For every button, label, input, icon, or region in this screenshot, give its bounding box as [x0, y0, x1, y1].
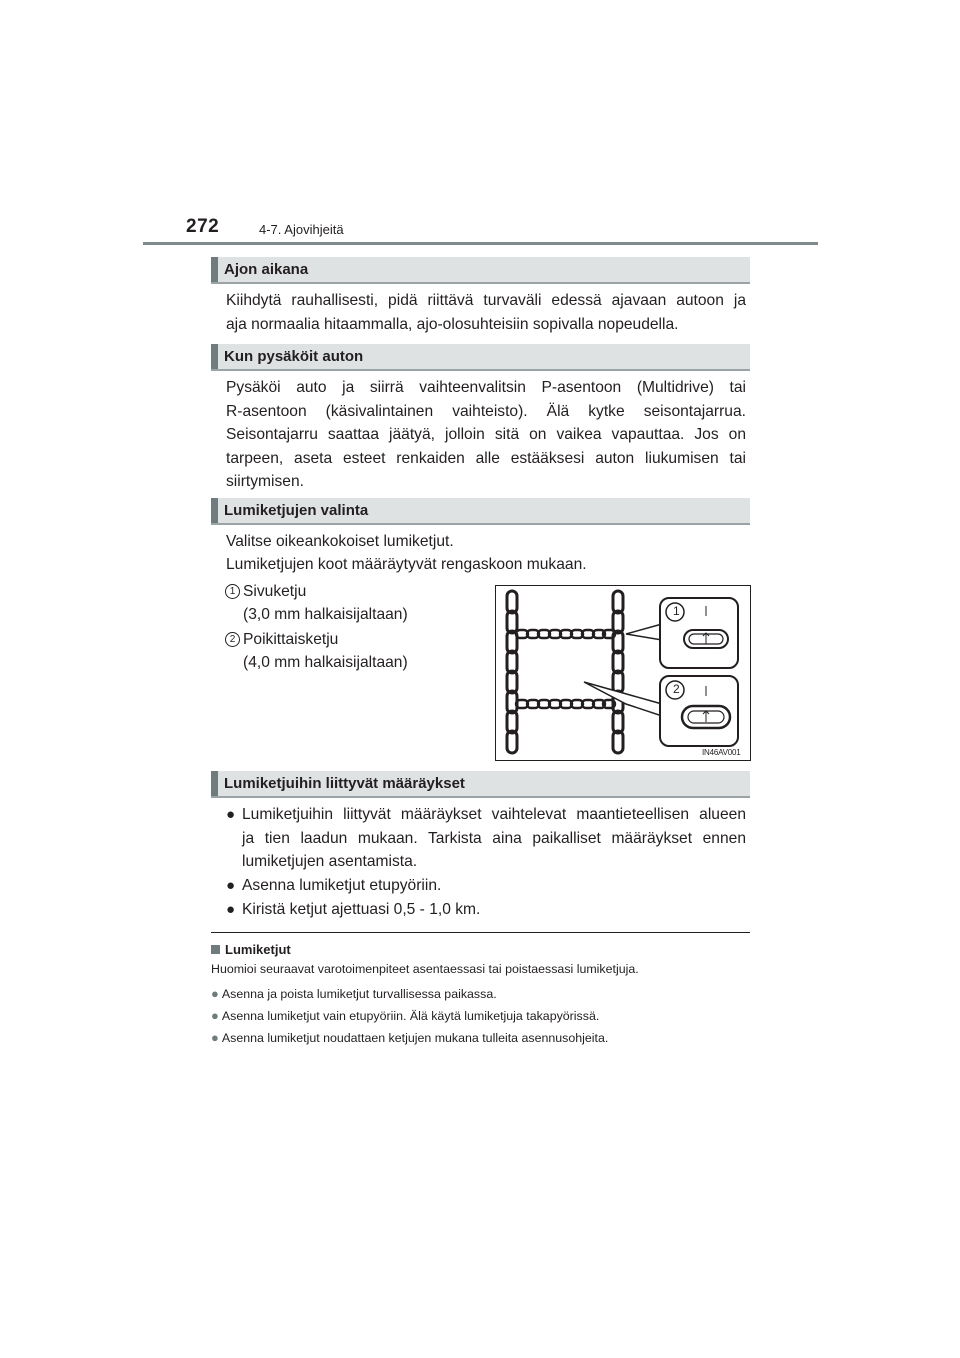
text-line: tarpeen, aseta esteet renkaiden alle estääksesi auton liukumisen tai — [226, 449, 746, 467]
section-body-ajon-aikana — [226, 289, 746, 336]
section-heading-ajon-aikana — [211, 257, 750, 284]
item-detail: (3,0 mm halkaisijaltaan) — [243, 606, 408, 623]
notes-item-text: Asenna ja poista lumiketjut turvallisessa paikassa. — [221, 987, 497, 1001]
bullet-icon: ● — [226, 877, 236, 894]
illustration-callout-1: 1 — [673, 604, 680, 618]
text-line: Asenna lumiketjut etupyöriin. — [242, 877, 442, 894]
text-line: ja tien laadun mukaan. Tarkista aina paikalliset määräykset ennen — [242, 829, 746, 847]
square-bullet-icon — [211, 945, 220, 954]
illustration-code: IN46AV001 — [702, 748, 741, 757]
item-name: Poikittaisketju — [243, 631, 339, 648]
text-line: Valitse oikeankokoiset lumiketjut. — [226, 533, 454, 550]
section-title: Lumiketjujen valinta — [224, 502, 369, 519]
text-line: Pysäköi auto ja siirrä vaihteenvalitsin P-asentoon (Multidrive) tai — [226, 379, 746, 396]
section-title: Kun pysäköit auton — [224, 348, 364, 365]
notes-item-text: Asenna lumiketjut vain etupyöriin. Älä käytä lumiketjuja takapyörissä. — [221, 1009, 600, 1023]
notes-item — [211, 986, 497, 1001]
notes-divider — [211, 932, 750, 933]
text-line: siirtymisen. — [226, 473, 304, 490]
text-line: Seisontajarru saattaa jäätyä, jolloin sitä on vaikea vapauttaa. Jos on — [226, 426, 746, 443]
notes-title — [211, 942, 291, 957]
bullet-icon: ● — [211, 1030, 219, 1045]
text-line: Lumiketjujen koot määräytyvät rengaskoon mukaan. — [226, 556, 587, 573]
text-line: lumiketjujen asentamista. — [242, 853, 418, 870]
callout-number: 2 — [225, 632, 240, 647]
section-heading-pysakointi — [211, 344, 750, 371]
bullet-item — [226, 874, 746, 898]
snow-chain-illustration — [495, 585, 751, 761]
text-line: R-asentoon (käsivalintainen vaihteisto). Älä kytke seisontajarrua. — [226, 402, 746, 420]
text-line: Kiristä ketjut ajettuasi 0,5 - 1,0 km. — [242, 901, 481, 918]
bullet-icon: ● — [211, 986, 219, 1001]
chapter-title: 4-7. Ajovihjeitä — [259, 222, 344, 237]
illustration-callout-2: 2 — [673, 682, 680, 696]
bullet-icon: ● — [226, 806, 236, 823]
bullet-item — [226, 803, 746, 874]
notes-item — [211, 1030, 608, 1045]
section-title: Lumiketjuihin liittyvät määräykset — [224, 775, 465, 792]
notes-item — [211, 1008, 599, 1023]
section-body-pysakointi — [226, 376, 746, 494]
section-heading-maaraykset — [211, 771, 750, 798]
notes-title-text: Lumiketjut — [225, 942, 291, 957]
chain-diagram-icon — [496, 586, 750, 760]
item-detail: (4,0 mm halkaisijaltaan) — [243, 654, 408, 671]
bullet-item — [226, 898, 746, 922]
page-number: 272 — [186, 216, 220, 237]
notes-item-text: Asenna lumiketjut noudattaen ketjujen mukana tulleita asennusohjeita. — [221, 1031, 609, 1045]
header-rule — [143, 242, 818, 245]
bullet-icon: ● — [211, 1008, 219, 1023]
bullet-icon: ● — [226, 901, 236, 918]
section-title: Ajon aikana — [224, 261, 309, 278]
text-line: Lumiketjuihin liittyvät määräykset vaihtelevat maantieteellisen alueen — [242, 806, 746, 823]
item-name: Sivuketju — [243, 583, 307, 600]
callout-number: 1 — [225, 584, 240, 599]
text-line: Kiihdytä rauhallisesti, pidä riittävä turvaväli edessä ajavaan autoon ja — [226, 292, 746, 309]
notes-intro: Huomioi seuraavat varotoimenpiteet asentaessasi tai poistaessasi lumiketjuja. — [211, 962, 639, 976]
text-line: aja normaalia hitaammalla, ajo-olosuhteisiin sopivalla nopeudella. — [226, 315, 679, 333]
section-heading-lumiketjujen-valinta — [211, 498, 750, 525]
